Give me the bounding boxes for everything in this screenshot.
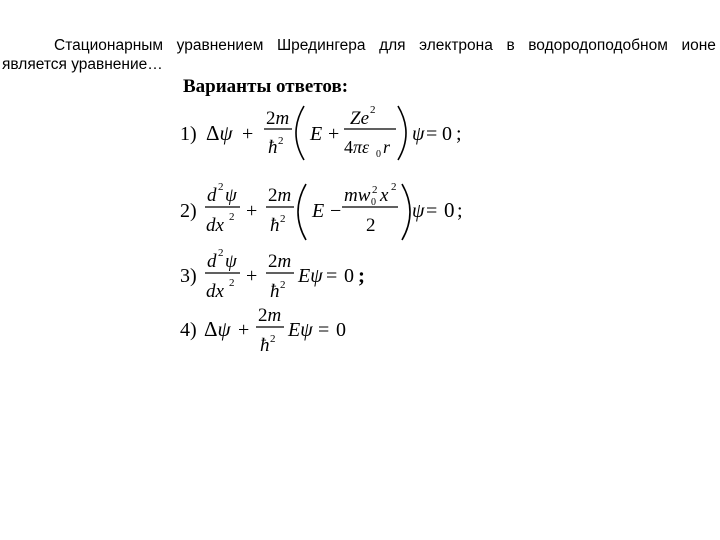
question-word: Стационарным — [54, 37, 164, 54]
svg-text:2: 2 — [270, 333, 276, 345]
svg-text:Eψ: Eψ — [288, 319, 313, 341]
option-number: 1) — [180, 123, 197, 145]
answer-option-1[interactable] — [180, 100, 470, 166]
svg-text:x: x — [380, 185, 389, 206]
svg-text:0: 0 — [442, 123, 452, 145]
svg-text:;: ; — [456, 123, 462, 145]
svg-text:ħ: ħ — [270, 281, 280, 302]
svg-text:2: 2 — [280, 279, 286, 291]
svg-text:ħ: ħ — [270, 215, 280, 236]
question-line-1 — [2, 36, 716, 55]
svg-text:0: 0 — [444, 198, 455, 222]
svg-text:2: 2 — [229, 211, 235, 223]
svg-text:2: 2 — [278, 135, 284, 147]
svg-text:=: = — [326, 265, 338, 287]
option-number: 3) — [180, 265, 197, 287]
svg-text:2m: 2m — [268, 185, 292, 206]
svg-text:+: + — [246, 265, 258, 287]
svg-text:2: 2 — [218, 247, 224, 259]
svg-text:2m: 2m — [258, 305, 282, 326]
svg-text:E: E — [310, 123, 323, 145]
svg-text:2: 2 — [366, 215, 376, 236]
svg-text:0: 0 — [371, 197, 376, 208]
svg-text:=: = — [318, 319, 330, 341]
question-word: уравнением — [176, 37, 264, 54]
svg-text:E: E — [312, 200, 325, 222]
svg-text:2m: 2m — [266, 108, 290, 129]
svg-text:2: 2 — [370, 104, 376, 116]
svg-text:;: ; — [358, 263, 365, 287]
svg-text:+: + — [246, 200, 258, 222]
question-word: для — [379, 37, 406, 54]
svg-text:dx: dx — [206, 215, 224, 236]
svg-text:ħ: ħ — [260, 335, 270, 356]
svg-text:ψ: ψ — [225, 185, 237, 206]
svg-text:mw: mw — [344, 185, 371, 206]
answers-heading: Варианты ответов: — [183, 76, 349, 97]
svg-text:;: ; — [457, 200, 463, 222]
question-text — [2, 36, 718, 74]
question-word: в — [506, 37, 515, 54]
svg-text:r: r — [383, 137, 391, 157]
answer-option-2[interactable] — [180, 180, 480, 244]
question-line-2: является уравнение… — [2, 56, 163, 73]
svg-text:=: = — [426, 200, 438, 222]
svg-text:Eψ: Eψ — [298, 265, 323, 287]
svg-text:Δψ: Δψ — [204, 317, 231, 341]
svg-text:2: 2 — [391, 181, 397, 193]
question-word: Шредингера — [276, 37, 366, 54]
formula-3 — [180, 248, 380, 304]
svg-text:ψ: ψ — [412, 200, 425, 222]
svg-text:0: 0 — [336, 319, 346, 341]
svg-text:d: d — [207, 251, 217, 272]
svg-text:2m: 2m — [268, 251, 292, 272]
svg-text:0: 0 — [376, 149, 381, 160]
svg-text:2: 2 — [280, 213, 286, 225]
svg-text:−: − — [330, 200, 342, 222]
svg-text:+: + — [242, 123, 254, 145]
svg-text:+: + — [328, 123, 340, 145]
formula-2 — [180, 180, 480, 244]
question-word: электрона — [419, 37, 493, 54]
question-word: ионе — [681, 37, 716, 54]
svg-text:2: 2 — [372, 184, 378, 196]
svg-text:+: + — [238, 319, 250, 341]
svg-text:dx: dx — [206, 281, 224, 302]
svg-text:0: 0 — [344, 265, 354, 287]
svg-text:Ze: Ze — [350, 108, 369, 129]
svg-text:d: d — [207, 185, 217, 206]
formula-1 — [180, 100, 470, 166]
svg-text:2: 2 — [229, 277, 235, 289]
option-number: 4) — [180, 319, 197, 341]
svg-text:ψ: ψ — [412, 123, 425, 145]
question-word: водородоподобном — [528, 37, 668, 54]
option-number: 2) — [180, 200, 197, 222]
svg-text:Δψ: Δψ — [206, 121, 233, 145]
svg-text:ħ: ħ — [268, 137, 278, 158]
answer-option-4[interactable] — [180, 304, 370, 360]
answer-option-3[interactable] — [180, 248, 380, 304]
svg-text:2: 2 — [218, 181, 224, 193]
formula-4 — [180, 304, 370, 360]
svg-text:4πε: 4πε — [344, 137, 370, 157]
svg-text:ψ: ψ — [225, 251, 237, 272]
svg-text:=: = — [426, 123, 438, 145]
